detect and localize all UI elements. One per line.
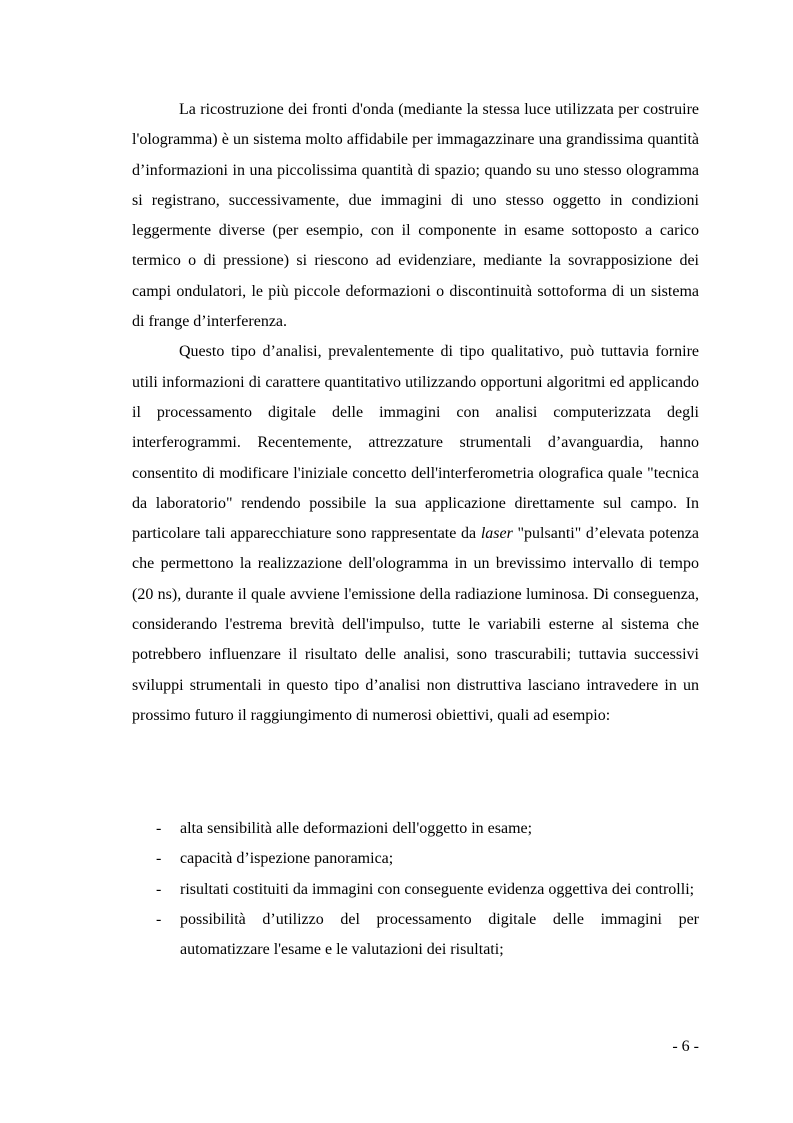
list-item	[132, 875, 699, 905]
body-text	[132, 95, 699, 731]
list-dash-marker: -	[156, 910, 162, 928]
page-number: - 6 -	[672, 1038, 699, 1055]
list-dash-marker: -	[156, 850, 162, 868]
list-item	[132, 905, 699, 966]
paragraph-1-text: La ricostruzione dei fronti d'onda (mediante la stessa luce utilizzata per costruire l'ologramma) è un sistema molto affidabile per immagazzinare una grandissima quantità d’informazioni in una piccolissima quantità di spazio; quando su uno stesso ologramma si registrano, successivamente, due immagini di uno stesso oggetto in condizioni leggermente diverse (per esempio, con il componente in esame sottoposto a carico termico o di pressione) si riescono ad evidenziare, mediante la sovrapposizione dei campi ondulatori, le più piccole deformazioni o discontinuità sottoforma di un sistema di frange d’interferenza.	[132, 101, 699, 331]
paragraph-2	[132, 337, 699, 731]
list-item	[132, 844, 699, 874]
list-item-text: capacità d’ispezione panoramica;	[180, 850, 394, 868]
paragraph-2-text-after: "pulsanti" d’elevata potenza che permettono la realizzazione dell'ologramma in un brevissimo intervallo di tempo (20 ns), durante il quale avviene l'emissione della radiazione luminosa. Di conseguenza, considerando l'estrema brevità dell'impulso, tutte le variabili esterne al sistema che potrebbero influenzare il risultato delle analisi, sono trascurabili; tuttavia successivi sviluppi strumentali in questo tipo d’analisi non distruttiva lasciano intravedere in un prossimo futuro il raggiungimento di numerosi obiettivi, quali ad esempio:	[132, 525, 699, 724]
objectives-list	[132, 814, 699, 965]
list-item	[132, 814, 699, 844]
list-dash-marker: -	[156, 880, 162, 898]
list-item-text: risultati costituiti da immagini con conseguente evidenza oggettiva dei controlli;	[180, 880, 695, 898]
list-item-text: possibilità d’utilizzo del processamento digitale delle immagini per automatizzare l'esame e le valutazioni dei risultati;	[180, 910, 699, 959]
list-dash-marker: -	[156, 820, 162, 837]
list-item-text: alta sensibilità alle deformazioni dell'oggetto in esame;	[180, 820, 533, 837]
paragraph-2-text-before: Questo tipo d’analisi, prevalentemente di tipo qualitativo, può tuttavia fornire utili informazioni di carattere quantitativo utilizzando opportuni algoritmi ed applicando il processamento digitale delle immagini con analisi computerizzata degli interferogrammi. Recentemente, attrezzature strumentali d’avanguardia, hanno consentito di modificare l'iniziale concetto dell'interferometria olografica quale "tecnica da laboratorio" rendendo possibile la sua applicazione direttamente sul campo. In particolare tali apparecchiature sono rappresentate da	[132, 343, 699, 543]
laser-italic-term: laser	[480, 525, 513, 543]
paragraph-1	[132, 95, 699, 337]
